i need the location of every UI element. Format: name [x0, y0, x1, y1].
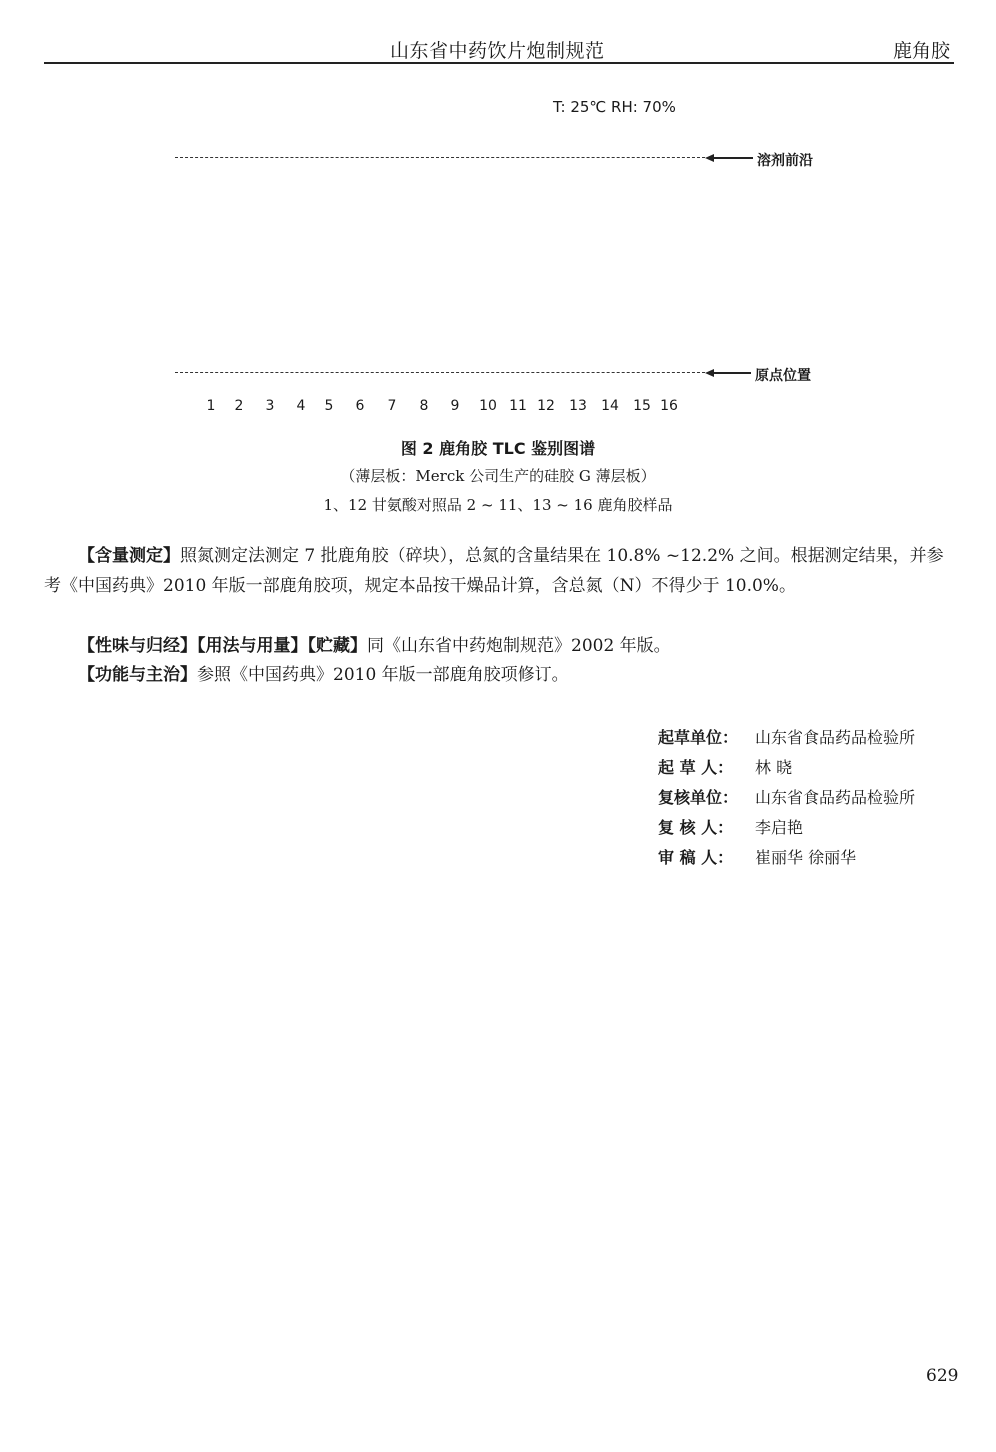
assay-heading: 【含量测定】	[78, 546, 180, 566]
running-header-title: 山东省中药饮片炮制规范	[390, 40, 605, 62]
lane-number: 8	[419, 398, 429, 414]
figure-plate-note: （薄层板：Merck 公司生产的硅胶 G 薄层板）	[340, 467, 656, 485]
function-paragraph	[44, 661, 956, 691]
figure-lane-note: 1、12 甘氨酸对照品 2 ~ 11、13 ~ 16 鹿角胶样品	[323, 496, 673, 514]
lane-number: 16	[660, 398, 678, 414]
page-number: 629	[926, 1366, 959, 1386]
lane-number: 5	[324, 398, 334, 414]
origin-arrow	[713, 372, 751, 374]
lane-number: 1	[206, 398, 216, 414]
nature-heading: 【性味与归经】【用法与用量】【贮藏】	[78, 636, 367, 656]
signature-value: 山东省食品药品检验所	[755, 788, 916, 807]
solvent-front-arrow	[713, 157, 753, 159]
lane-number: 2	[234, 398, 244, 414]
nature-text: 同《山东省中药炮制规范》2002 年版。	[367, 636, 671, 656]
figure-caption-title: 图 2 鹿角胶 TLC 鉴别图谱	[400, 439, 596, 458]
nature-paragraph	[44, 632, 956, 662]
signature-key: 起草单位：	[658, 728, 739, 747]
lane-number: 9	[450, 398, 460, 414]
lane-number: 13	[569, 398, 587, 414]
signature-row	[658, 845, 856, 868]
assay-text: 照氮测定法测定 7 批鹿角胶（碎块），总氮的含量结果在 10.8% ~12.2% 之间。根据测定结果，并参考《中国药典》2010 年版一部鹿角胶项，规定本品按干燥品计算，含总氮（N）不得少于 10.0%。	[44, 546, 944, 596]
signature-value: 林 晓	[755, 758, 793, 777]
lane-number: 14	[601, 398, 619, 414]
figure-conditions: T: 25℃ RH: 70%	[553, 98, 676, 116]
signature-value: 山东省食品药品检验所	[755, 728, 916, 747]
lane-number: 6	[355, 398, 365, 414]
signature-row	[658, 815, 803, 838]
signature-row	[658, 785, 915, 808]
assay-paragraph	[44, 542, 956, 601]
signature-key: 审 稿 人：	[658, 848, 734, 867]
lane-number: 4	[296, 398, 306, 414]
lane-number: 12	[537, 398, 555, 414]
running-header-section: 鹿角胶	[893, 40, 951, 62]
signature-key: 复 核 人：	[658, 818, 734, 837]
signature-row	[658, 755, 792, 778]
signature-key: 起 草 人：	[658, 758, 734, 777]
header-rule	[44, 62, 954, 64]
lane-number: 10	[479, 398, 497, 414]
lane-number: 11	[509, 398, 527, 414]
solvent-front-label: 溶剂前沿	[757, 153, 813, 169]
function-heading: 【功能与主治】	[78, 665, 197, 685]
origin-label: 原点位置	[755, 368, 811, 384]
origin-line	[175, 372, 705, 373]
signature-key: 复核单位：	[658, 788, 739, 807]
lane-number: 3	[265, 398, 275, 414]
function-text: 参照《中国药典》2010 年版一部鹿角胶项修订。	[197, 665, 569, 685]
lane-number: 15	[633, 398, 651, 414]
solvent-front-line	[175, 157, 705, 158]
signature-value: 李启艳	[755, 818, 804, 837]
lane-number: 7	[387, 398, 397, 414]
signature-row	[658, 725, 915, 748]
signature-value: 崔丽华 徐丽华	[755, 848, 857, 867]
